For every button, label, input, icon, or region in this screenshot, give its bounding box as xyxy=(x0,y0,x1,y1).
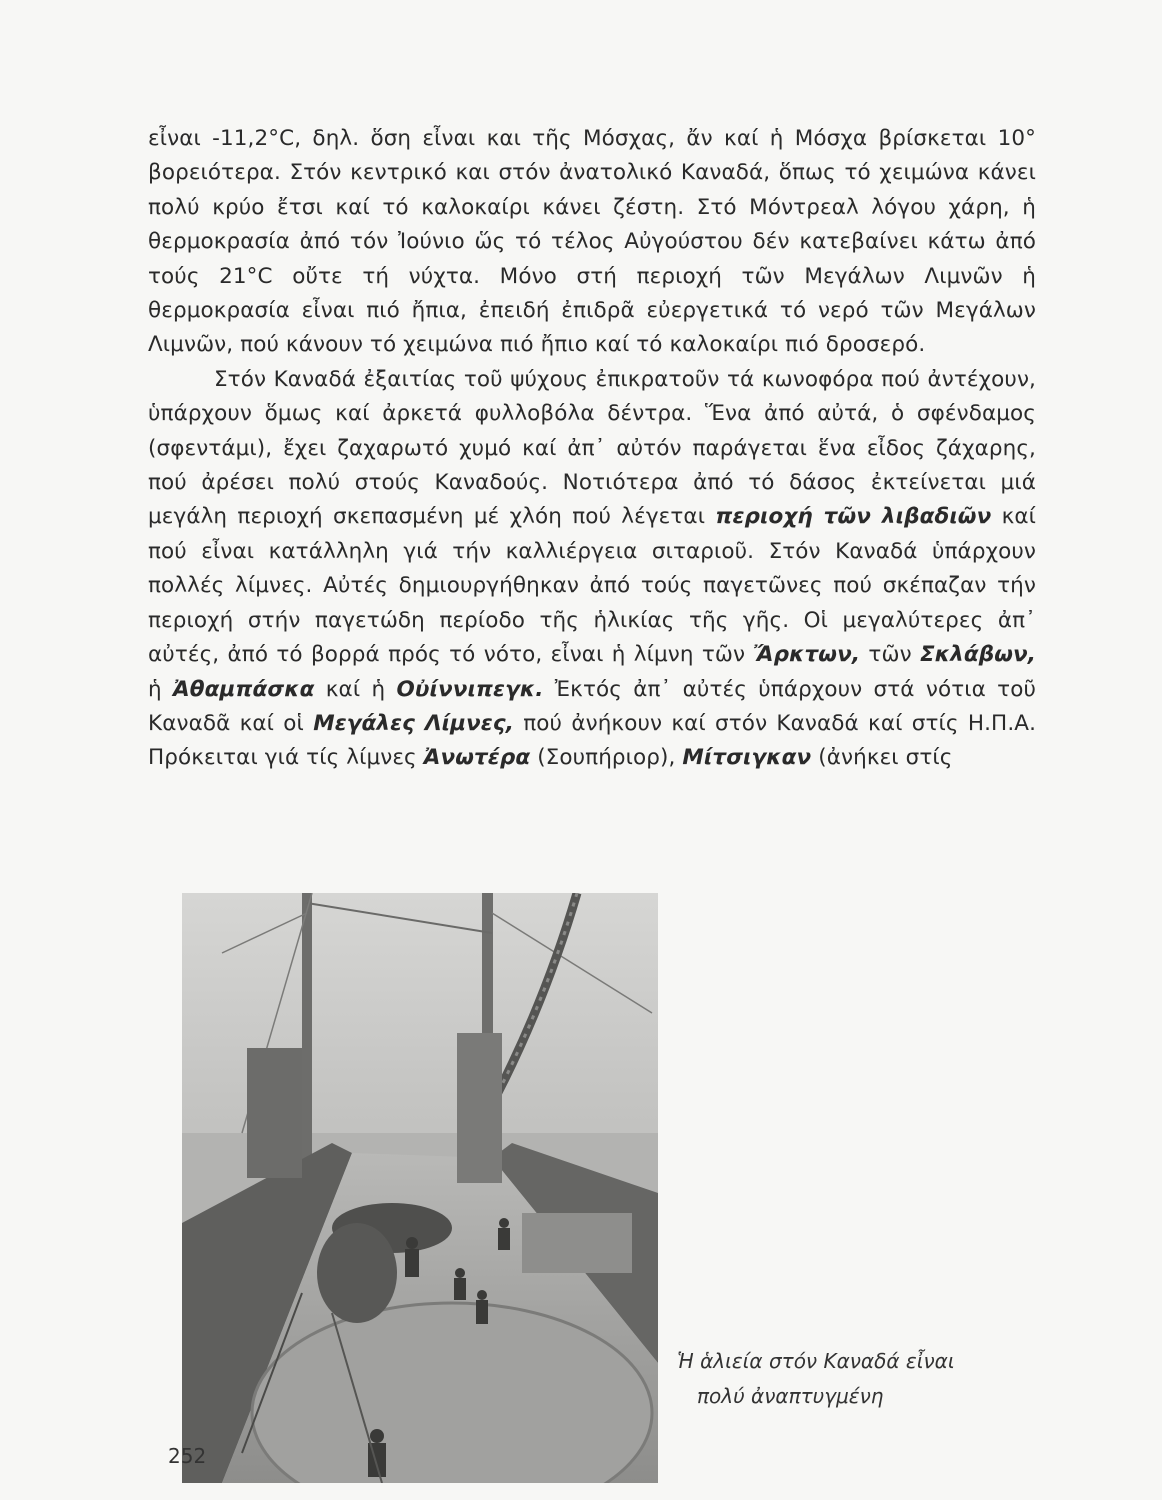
body-text xyxy=(148,122,1036,776)
text-segment: ἡ xyxy=(148,676,162,702)
term-great-bear-lake: Ἄρκτων, xyxy=(753,642,861,668)
paragraph-climate: εἶναι -11,2°C, δηλ. ὅση εἶναι και τῆς Μόσχας, ἄν καί ἡ Μόσχα βρίσκεται 10° βορειότερα. Στόν κεντρικό και στόν ἀνατολικό Καναδά, ὅπως τό χειμώνα κάνει πολύ κρύο ἔτσι καί τό καλοκαίρι κάνει ζέστη. Στό Μόντρεαλ λόγου χάρη, ἡ θερμοκρασία ἀπό τόν Ἰούνιο ὥς τό τέλος Αὐγούστου δέν κατεβαίνει κάτω ἀπό τούς 21°C οὔτε τή νύχτα. Μόνο στή περιοχή τῶν Μεγάλων Λιμνῶν ἡ θερμοκρασία εἶναι πιό ἤπια, ἐπειδή ἐπιδρᾶ εὐεργετικά τό νερό τῶν Μεγάλων Λιμνῶν, πού κάνουν τό χειμώνα πιό ἤπιο καί τό καλοκαίρι πιό δροσερό. xyxy=(148,126,1036,358)
fishing-ship-photo xyxy=(182,893,658,1483)
term-great-lakes: Μεγάλες Λίμνες, xyxy=(313,710,514,736)
caption-line-2: πολύ ἀναπτυγμένη xyxy=(697,1384,884,1408)
text-segment: τῶν xyxy=(868,642,912,668)
term-meadows-region: περιοχή τῶν λιβαδιῶν xyxy=(715,504,992,530)
text-segment: καί πού εἶναι κατάλληλη γιά τήν καλλιέργεια σιταριοῦ. Στόν Καναδά ὑπάρχουν πολλές λίμνες. Αὐτές δημιουργήθηκαν ἀπό τούς παγετῶνες πού σκέπαζαν τήν περιοχή στήν παγετώδη περίοδο τῆς ἡλικίας τῆς γῆς. Οἱ μεγαλύτερες ἀπ᾽ αὐτές, ἀπό τό βορρά πρός τό νότο, εἶναι ἡ λίμνη τῶν xyxy=(148,504,1037,668)
text-segment: Στόν Καναδά ἐξαιτίας τοῦ ψύχους ἐπικρατοῦν τά κωνοφόρα πού ἀντέχουν, ὑπάρχουν ὅμως καί ἀρκετά φυλλοβόλα δέντρα. Ἕνα ἀπό αὐτά, ὁ σφένδαμος (σφεντάμι), ἔχει ζαχαρωτό χυμό καί ἀπ᾽ αὐτόν παράγεται ἕνα εἶδος ζάχαρης, πού ἀρέσει πολύ στούς Καναδούς. Νοτιότερα ἀπό τό δάσος ἐκτείνεται μιά μεγάλη περιοχή σκεπασμένη μέ χλόη πού λέγεται xyxy=(148,366,1036,530)
term-great-slave-lake: Σκλάβων, xyxy=(919,642,1037,668)
term-lake-superior: Ἀνωτέρα xyxy=(423,745,531,771)
paragraph-vegetation-lakes xyxy=(148,363,1036,776)
page-number: 252 xyxy=(168,1444,207,1468)
term-lake-michigan: Μίτσιγκαν xyxy=(682,745,812,771)
text-segment: καί ἡ xyxy=(325,676,386,702)
photo-caption xyxy=(677,1344,1037,1414)
term-winnipeg-lake: Οὐίννιπεγκ. xyxy=(396,676,544,702)
caption-line-1: Ἡ ἁλιεία στόν Καναδά εἶναι xyxy=(677,1349,955,1373)
text-segment: πού ἀνήκουν καί στόν Καναδά καί στίς Η.Π.Α. Πρόκειται γιά τίς λίμνες xyxy=(148,710,1036,771)
text-segment: (Σουπήριορ), xyxy=(537,745,676,771)
text-segment: Ἐκτός ἀπ᾽ αὐτές ὑπάρχουν στά νότια τοῦ Καναδᾶ καί οἱ xyxy=(148,676,1037,736)
text-segment: (ἀνήκει στίς xyxy=(818,745,953,771)
term-athabasca-lake: Ἀθαμπάσκα xyxy=(173,676,315,702)
